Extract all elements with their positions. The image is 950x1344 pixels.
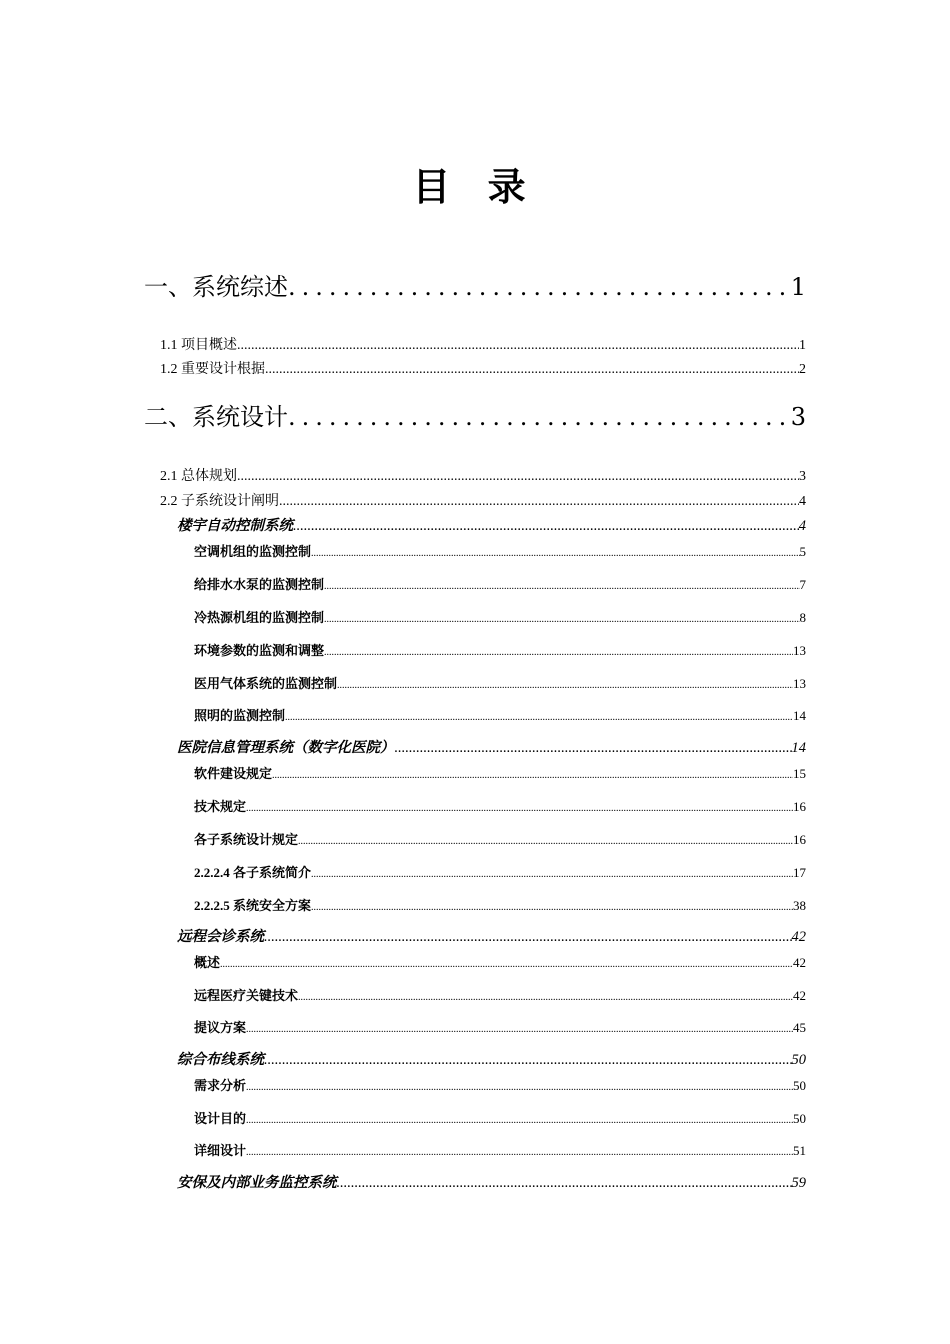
toc-entry-label: 一、系统综述 bbox=[144, 273, 288, 301]
toc-entry-subsection[interactable] bbox=[194, 863, 806, 883]
toc-entry-page: 4 bbox=[798, 518, 806, 534]
toc-entry-subsection[interactable] bbox=[194, 986, 806, 1006]
toc-entry-label: 概述 bbox=[194, 955, 221, 970]
toc-entry-section[interactable] bbox=[177, 1172, 806, 1194]
toc-entry-label: 1.1 项目概述 bbox=[160, 338, 237, 353]
toc-entry-subsection[interactable] bbox=[194, 1018, 806, 1038]
toc-entry-label: 2.2 子系统设计阐明 bbox=[160, 494, 279, 509]
toc-entry-page: 59 bbox=[791, 1175, 806, 1191]
toc-entry-page: 16 bbox=[793, 832, 806, 847]
toc-entry-page: 14 bbox=[791, 740, 806, 756]
toc-entry-subsection[interactable] bbox=[194, 706, 806, 726]
toc-entry-subsection[interactable] bbox=[194, 764, 806, 784]
toc-entry-label: 2.1 总体规划 bbox=[160, 469, 237, 484]
dot-leader bbox=[264, 1049, 792, 1071]
toc-entry-page: 2 bbox=[799, 362, 806, 377]
toc-entry-subsection[interactable] bbox=[194, 641, 806, 661]
dot-leader bbox=[246, 1020, 793, 1038]
dot-leader bbox=[293, 515, 799, 537]
toc-entry-label: 远程医疗关键技术 bbox=[194, 988, 299, 1003]
toc-entry-1-2[interactable] bbox=[160, 359, 806, 381]
dot-leader bbox=[285, 708, 793, 726]
toc-entry-label: 远程会诊系统 bbox=[177, 929, 264, 945]
toc-entry-page: 45 bbox=[793, 1020, 806, 1035]
toc-entry-page: 42 bbox=[793, 955, 806, 970]
dot-leader bbox=[288, 399, 791, 435]
toc-entry-page: 7 bbox=[799, 577, 806, 592]
dot-leader bbox=[272, 766, 793, 784]
toc-entry-section[interactable] bbox=[177, 737, 806, 759]
dot-leader bbox=[324, 577, 799, 595]
toc-entry-section[interactable] bbox=[177, 1049, 806, 1071]
toc-entry-label: 给排水水泵的监测控制 bbox=[194, 577, 325, 592]
toc-entry-page: 1 bbox=[799, 338, 806, 353]
toc-entry-subsection[interactable] bbox=[194, 896, 806, 916]
toc-entry-label: 综合布线系统 bbox=[177, 1052, 264, 1068]
toc-entry-label: 技术规定 bbox=[194, 799, 247, 814]
toc-entry-label: 详细设计 bbox=[194, 1143, 247, 1158]
toc-entry-chapter-2[interactable] bbox=[144, 399, 806, 435]
dot-leader bbox=[237, 466, 799, 488]
dot-leader bbox=[311, 865, 793, 883]
dot-leader bbox=[324, 610, 799, 628]
toc-entry-subsection[interactable] bbox=[194, 1109, 806, 1129]
dot-leader bbox=[311, 544, 799, 562]
toc-entry-label: 1.2 重要设计根据 bbox=[160, 362, 265, 377]
toc-entry-subsection[interactable] bbox=[194, 542, 806, 562]
toc-entry-2-1[interactable] bbox=[160, 466, 806, 488]
toc-entry-page: 15 bbox=[793, 766, 806, 781]
toc-entry-label: 提议方案 bbox=[194, 1020, 247, 1035]
toc-entry-2-2[interactable] bbox=[160, 491, 806, 513]
toc-entry-page: 42 bbox=[793, 988, 806, 1003]
toc-entry-chapter-1[interactable] bbox=[144, 269, 806, 305]
toc-entry-page: 1 bbox=[790, 273, 806, 301]
dot-leader bbox=[324, 643, 793, 661]
dot-leader bbox=[246, 1143, 793, 1161]
toc-entry-page: 17 bbox=[793, 865, 806, 880]
toc-entry-label: 二、系统设计 bbox=[144, 403, 288, 431]
toc-title: 目 录 bbox=[412, 165, 538, 209]
dot-leader bbox=[311, 898, 793, 916]
toc-entry-label: 楼宇自动控制系统 bbox=[177, 518, 293, 534]
dot-leader bbox=[288, 269, 791, 305]
dot-leader bbox=[395, 737, 792, 759]
toc-entry-section[interactable] bbox=[177, 926, 806, 948]
dot-leader bbox=[264, 926, 792, 948]
toc-entry-1-1[interactable] bbox=[160, 335, 806, 357]
toc-entry-label: 空调机组的监测控制 bbox=[194, 544, 312, 559]
toc-entry-page: 8 bbox=[799, 610, 806, 625]
toc-entry-label: 需求分析 bbox=[194, 1078, 247, 1093]
dot-leader bbox=[246, 1111, 793, 1129]
dot-leader bbox=[220, 955, 793, 973]
dot-leader bbox=[265, 359, 799, 381]
toc-entry-label: 2.2.2.5 系统安全方案 bbox=[194, 898, 312, 913]
toc-entry-page: 50 bbox=[793, 1078, 806, 1093]
toc-entry-subsection[interactable] bbox=[194, 830, 806, 850]
toc-entry-label: 医用气体系统的监测控制 bbox=[194, 676, 338, 691]
dot-leader bbox=[337, 1172, 792, 1194]
dot-leader bbox=[246, 799, 793, 817]
toc-entry-label: 照明的监测控制 bbox=[194, 708, 286, 723]
toc-entry-subsection[interactable] bbox=[194, 575, 806, 595]
toc-entry-subsection[interactable] bbox=[194, 608, 806, 628]
toc-entry-page: 13 bbox=[793, 676, 806, 691]
toc-entry-subsection[interactable] bbox=[194, 674, 806, 694]
dot-leader bbox=[298, 988, 793, 1006]
toc-entry-label: 医院信息管理系统（数字化医院） bbox=[177, 740, 395, 756]
toc-entry-subsection[interactable] bbox=[194, 1141, 806, 1161]
dot-leader bbox=[298, 832, 793, 850]
toc-entry-subsection[interactable] bbox=[194, 953, 806, 973]
toc-entry-label: 设计目的 bbox=[194, 1111, 247, 1126]
toc-entry-label: 环境参数的监测和调整 bbox=[194, 643, 325, 658]
toc-entry-page: 51 bbox=[793, 1143, 806, 1158]
dot-leader bbox=[246, 1078, 793, 1096]
toc-entry-page: 4 bbox=[799, 494, 806, 509]
toc-entry-page: 50 bbox=[793, 1111, 806, 1126]
toc-entry-subsection[interactable] bbox=[194, 797, 806, 817]
toc-entry-page: 5 bbox=[799, 544, 806, 559]
dot-leader bbox=[237, 335, 799, 357]
toc-entry-section[interactable] bbox=[177, 515, 806, 537]
toc-entry-page: 3 bbox=[790, 403, 806, 431]
toc-entry-page: 14 bbox=[793, 708, 806, 723]
toc-entry-label: 冷热源机组的监测控制 bbox=[194, 610, 325, 625]
toc-entry-page: 13 bbox=[793, 643, 806, 658]
toc-entry-page: 16 bbox=[793, 799, 806, 814]
toc-entry-page: 3 bbox=[799, 469, 806, 484]
toc-entry-label: 2.2.2.4 各子系统简介 bbox=[194, 865, 312, 880]
dot-leader bbox=[337, 676, 793, 694]
toc-entry-page: 42 bbox=[791, 929, 806, 945]
toc-entry-page: 38 bbox=[793, 898, 806, 913]
toc-entry-label: 各子系统设计规定 bbox=[194, 832, 299, 847]
toc-entry-page: 50 bbox=[791, 1052, 806, 1068]
toc-entry-label: 安保及内部业务监控系统 bbox=[177, 1175, 337, 1191]
dot-leader bbox=[279, 491, 799, 513]
toc-entry-subsection[interactable] bbox=[194, 1076, 806, 1096]
toc-entry-label: 软件建设规定 bbox=[194, 766, 273, 781]
